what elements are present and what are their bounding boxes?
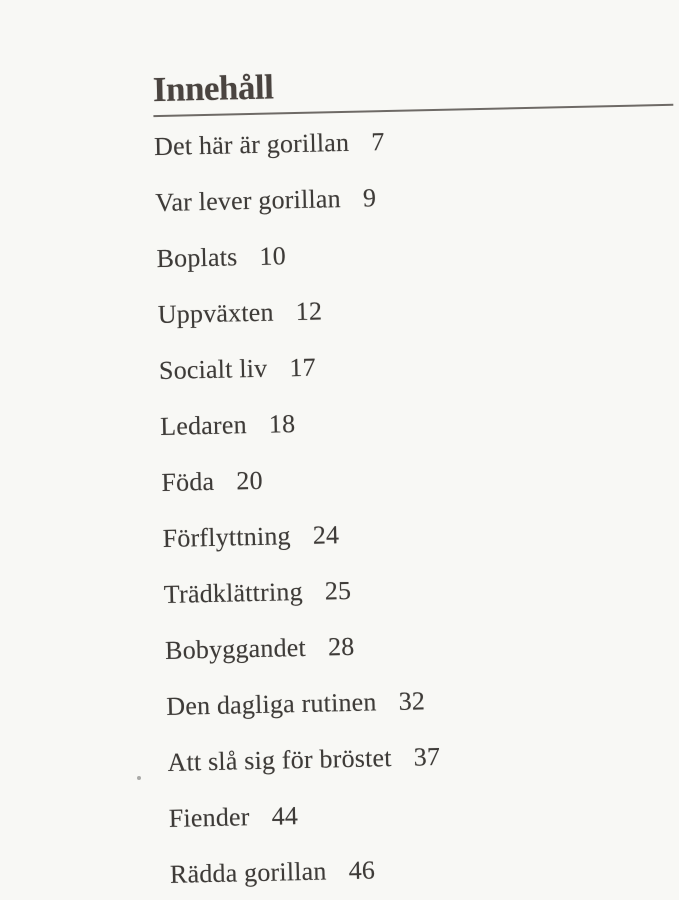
toc-entry-page-number: 25 [324,575,352,606]
toc-entry-label: Uppväxten [157,297,274,330]
toc-entry-page-number: 18 [268,409,296,439]
toc-entry-page-number: 37 [413,742,441,772]
toc-entry-label: Rädda gorillan [169,856,327,889]
toc-list [154,123,675,888]
toc-entry-page-number: 44 [271,801,299,831]
toc-entry-page-number: 24 [312,520,340,550]
toc-entry-label: Trädklättring [163,576,304,609]
toc-entry-label: Ledaren [159,410,248,442]
toc-entry-page-number: 17 [289,352,317,383]
toc-entry [170,851,675,888]
toc-entry [162,515,675,552]
toc-entry-label: Bobyggandet [164,632,307,665]
book-page [3,6,675,895]
toc-entry-label: Fiender [168,802,250,833]
toc-entry-label: Föda [161,466,215,498]
toc-entry-page-number: 32 [398,686,426,716]
toc-entry [157,291,675,328]
toc-entry [168,795,675,832]
toc-entry-label: Socialt liv [158,353,268,386]
toc-entry-label: Det här är gorillan [153,127,350,162]
toc-entry [159,347,675,384]
toc-entry-label: Var lever gorillan [155,184,342,218]
toc-entry-page-number: 7 [370,127,385,157]
toc-entry [156,235,675,272]
toc-entry [155,179,675,216]
page-title: Innehåll [152,67,274,110]
page-content [3,6,675,895]
toc-entry-page-number: 9 [362,183,377,213]
toc-entry-page-number: 46 [348,855,376,886]
toc-entry-label: Förflyttning [162,521,292,554]
toc-entry [154,123,675,160]
toc-entry [167,739,675,776]
toc-entry [164,571,675,608]
toc-entry-label: Att slå sig för bröstet [167,743,392,777]
toc-entry-label: Boplats [156,242,238,274]
toc-entry-page-number: 10 [259,241,287,271]
toc-entry-page-number: 28 [327,631,355,662]
toc-entry-page-number: 12 [295,296,323,327]
toc-entry [160,403,675,440]
dust-speck [137,776,141,780]
toc-entry-page-number: 20 [236,465,264,496]
toc-entry [165,627,675,664]
toc-entry [166,683,675,720]
toc-entry [161,459,675,496]
toc-entry-label: Den dagliga rutinen [166,687,377,721]
